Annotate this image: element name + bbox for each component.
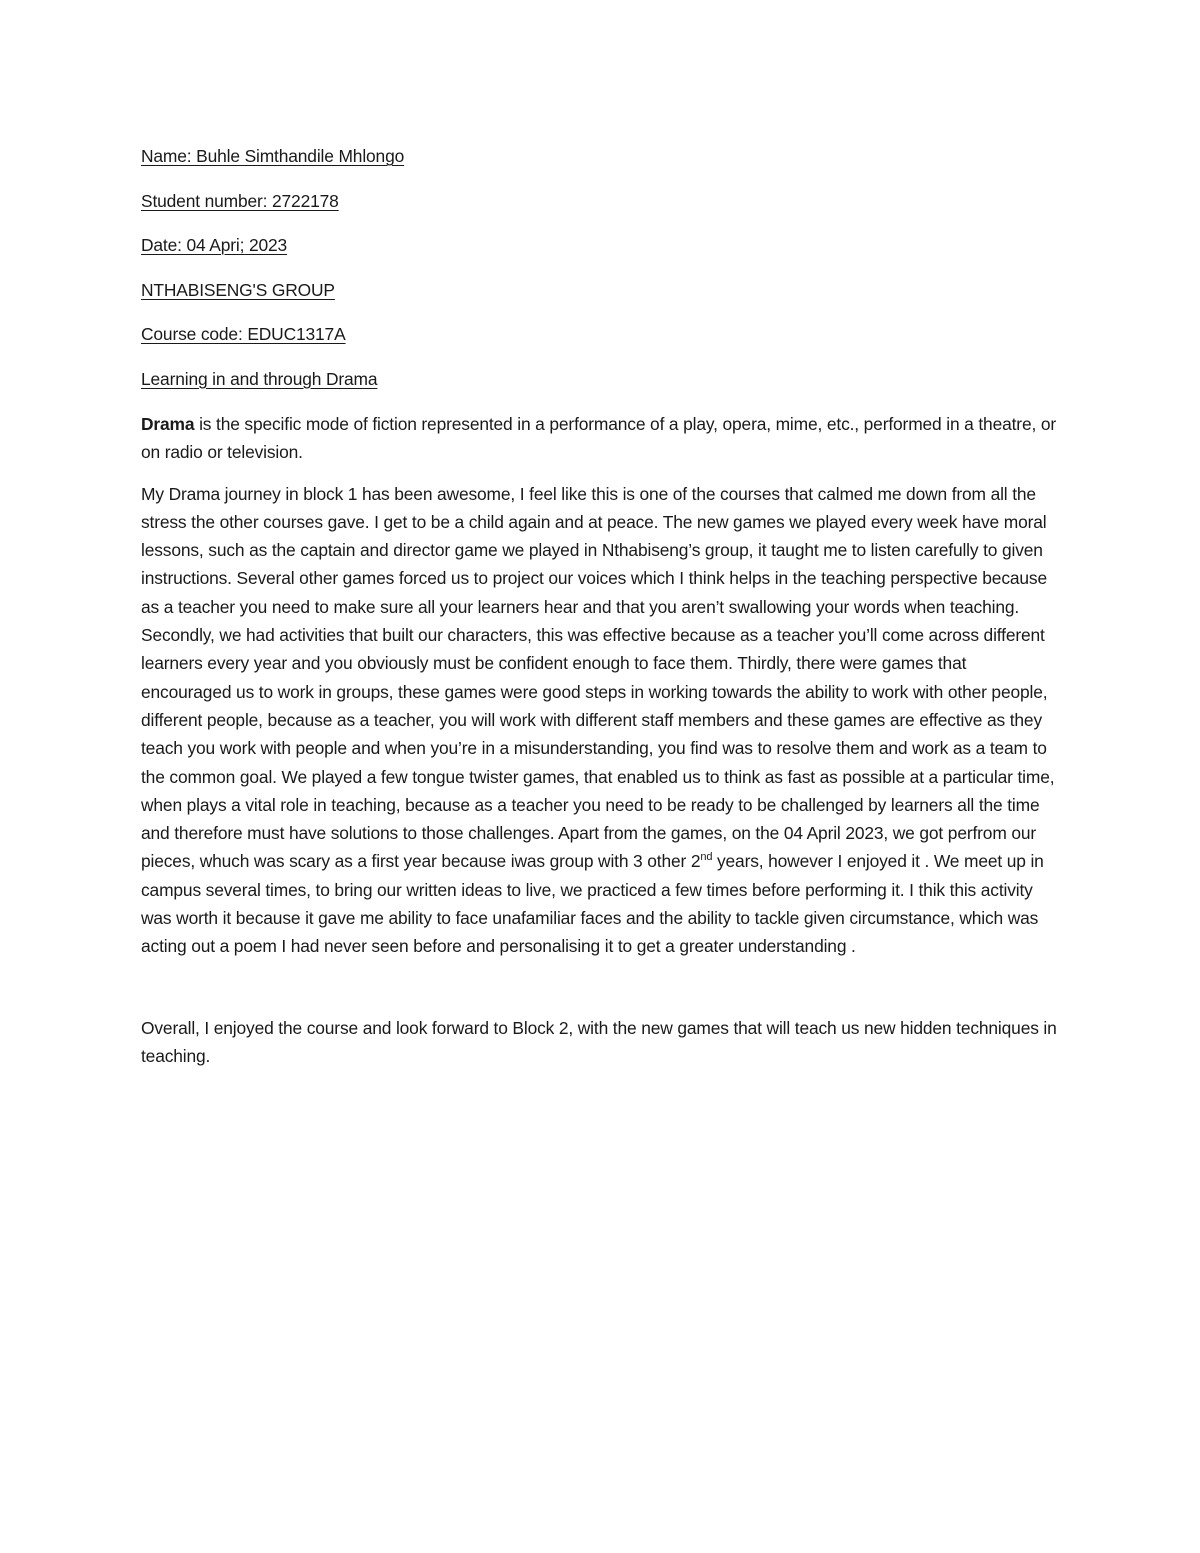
student-name: Name: Buhle Simthandile Mhlongo — [141, 146, 405, 166]
student-name-line — [141, 143, 1061, 188]
student-number: Student number: 2722178 — [141, 190, 339, 211]
document-date: Date: 04 Apri; 2023 — [141, 235, 288, 255]
group-name: NTHABISENG'S GROUP — [141, 279, 335, 300]
document-content — [141, 143, 1061, 1070]
topic-title: Learning in and through Drama — [141, 368, 378, 389]
course-code: Course code: EDUC1317A — [141, 324, 346, 344]
group-line — [141, 277, 1061, 322]
definition-paragraph — [141, 410, 1061, 467]
journey-text-part2: years, however I enjoyed it . We meet up in campus several times, to bring our written ideas to live, we practiced a few times before performing it. I thik this activity was worth it because it gave me ability to face unafamiliar faces and the ability to tackle given circumstance, which was acting out a poem I had never seen before and personalising it to get a greater understanding . — [141, 851, 1044, 957]
ordinal-superscript: nd — [700, 851, 713, 864]
conclusion-text: Overall, I enjoyed the course and look forward to Block 2, with the new games that will teach us new hidden techniques in teaching. — [141, 1017, 1057, 1066]
date-line — [141, 232, 1061, 277]
student-number-line — [141, 188, 1061, 233]
definition-term: Drama — [141, 414, 195, 434]
topic-line — [141, 366, 1061, 411]
definition-text: is the specific mode of fiction represented in a performance of a play, opera, mime, etc., performed in a theatre, or on radio or television. — [141, 414, 1056, 463]
journey-paragraph — [141, 480, 1061, 961]
course-code-line — [141, 321, 1061, 366]
journey-text-part1: My Drama journey in block 1 has been awesome, I feel like this is one of the courses that calmed me down from all the stress the other courses gave. I get to be a child again and at peace. The new games we played every week have moral lessons, such as the captain and director game we played in Nthabiseng’s group, it taught me to listen carefully to given instructions. Several other games forced us to project our voices which I think helps in the teaching perspective because as a teacher you need to make sure all your learners hear and that you aren’t swallowing your words when teaching. Secondly, we had activities that built our characters, this was effective because as a teacher you’ll come across different learners every year and you obviously must be confident enough to face them. Thirdly, there were games that encouraged us to work in groups, these games were good steps in working towards the ability to work with other people, different people, because as a teacher, you will work with different staff members and these games are effective as they teach you work with people and when you’re in a misunderstanding, you find was to resolve them and work as a team to the common goal. We played a few tongue twister games, that enabled us to think as fast as possible at a particular time, when plays a vital role in teaching, because as a teacher you need to be ready to be challenged by learners all the time and therefore must have solutions to those challenges. Apart from the games, on the 04 April 2023, we got perfrom our pieces, whuch was scary as a first year because iwas group with 3 other 2 — [141, 483, 1055, 872]
conclusion-paragraph — [141, 1014, 1061, 1071]
